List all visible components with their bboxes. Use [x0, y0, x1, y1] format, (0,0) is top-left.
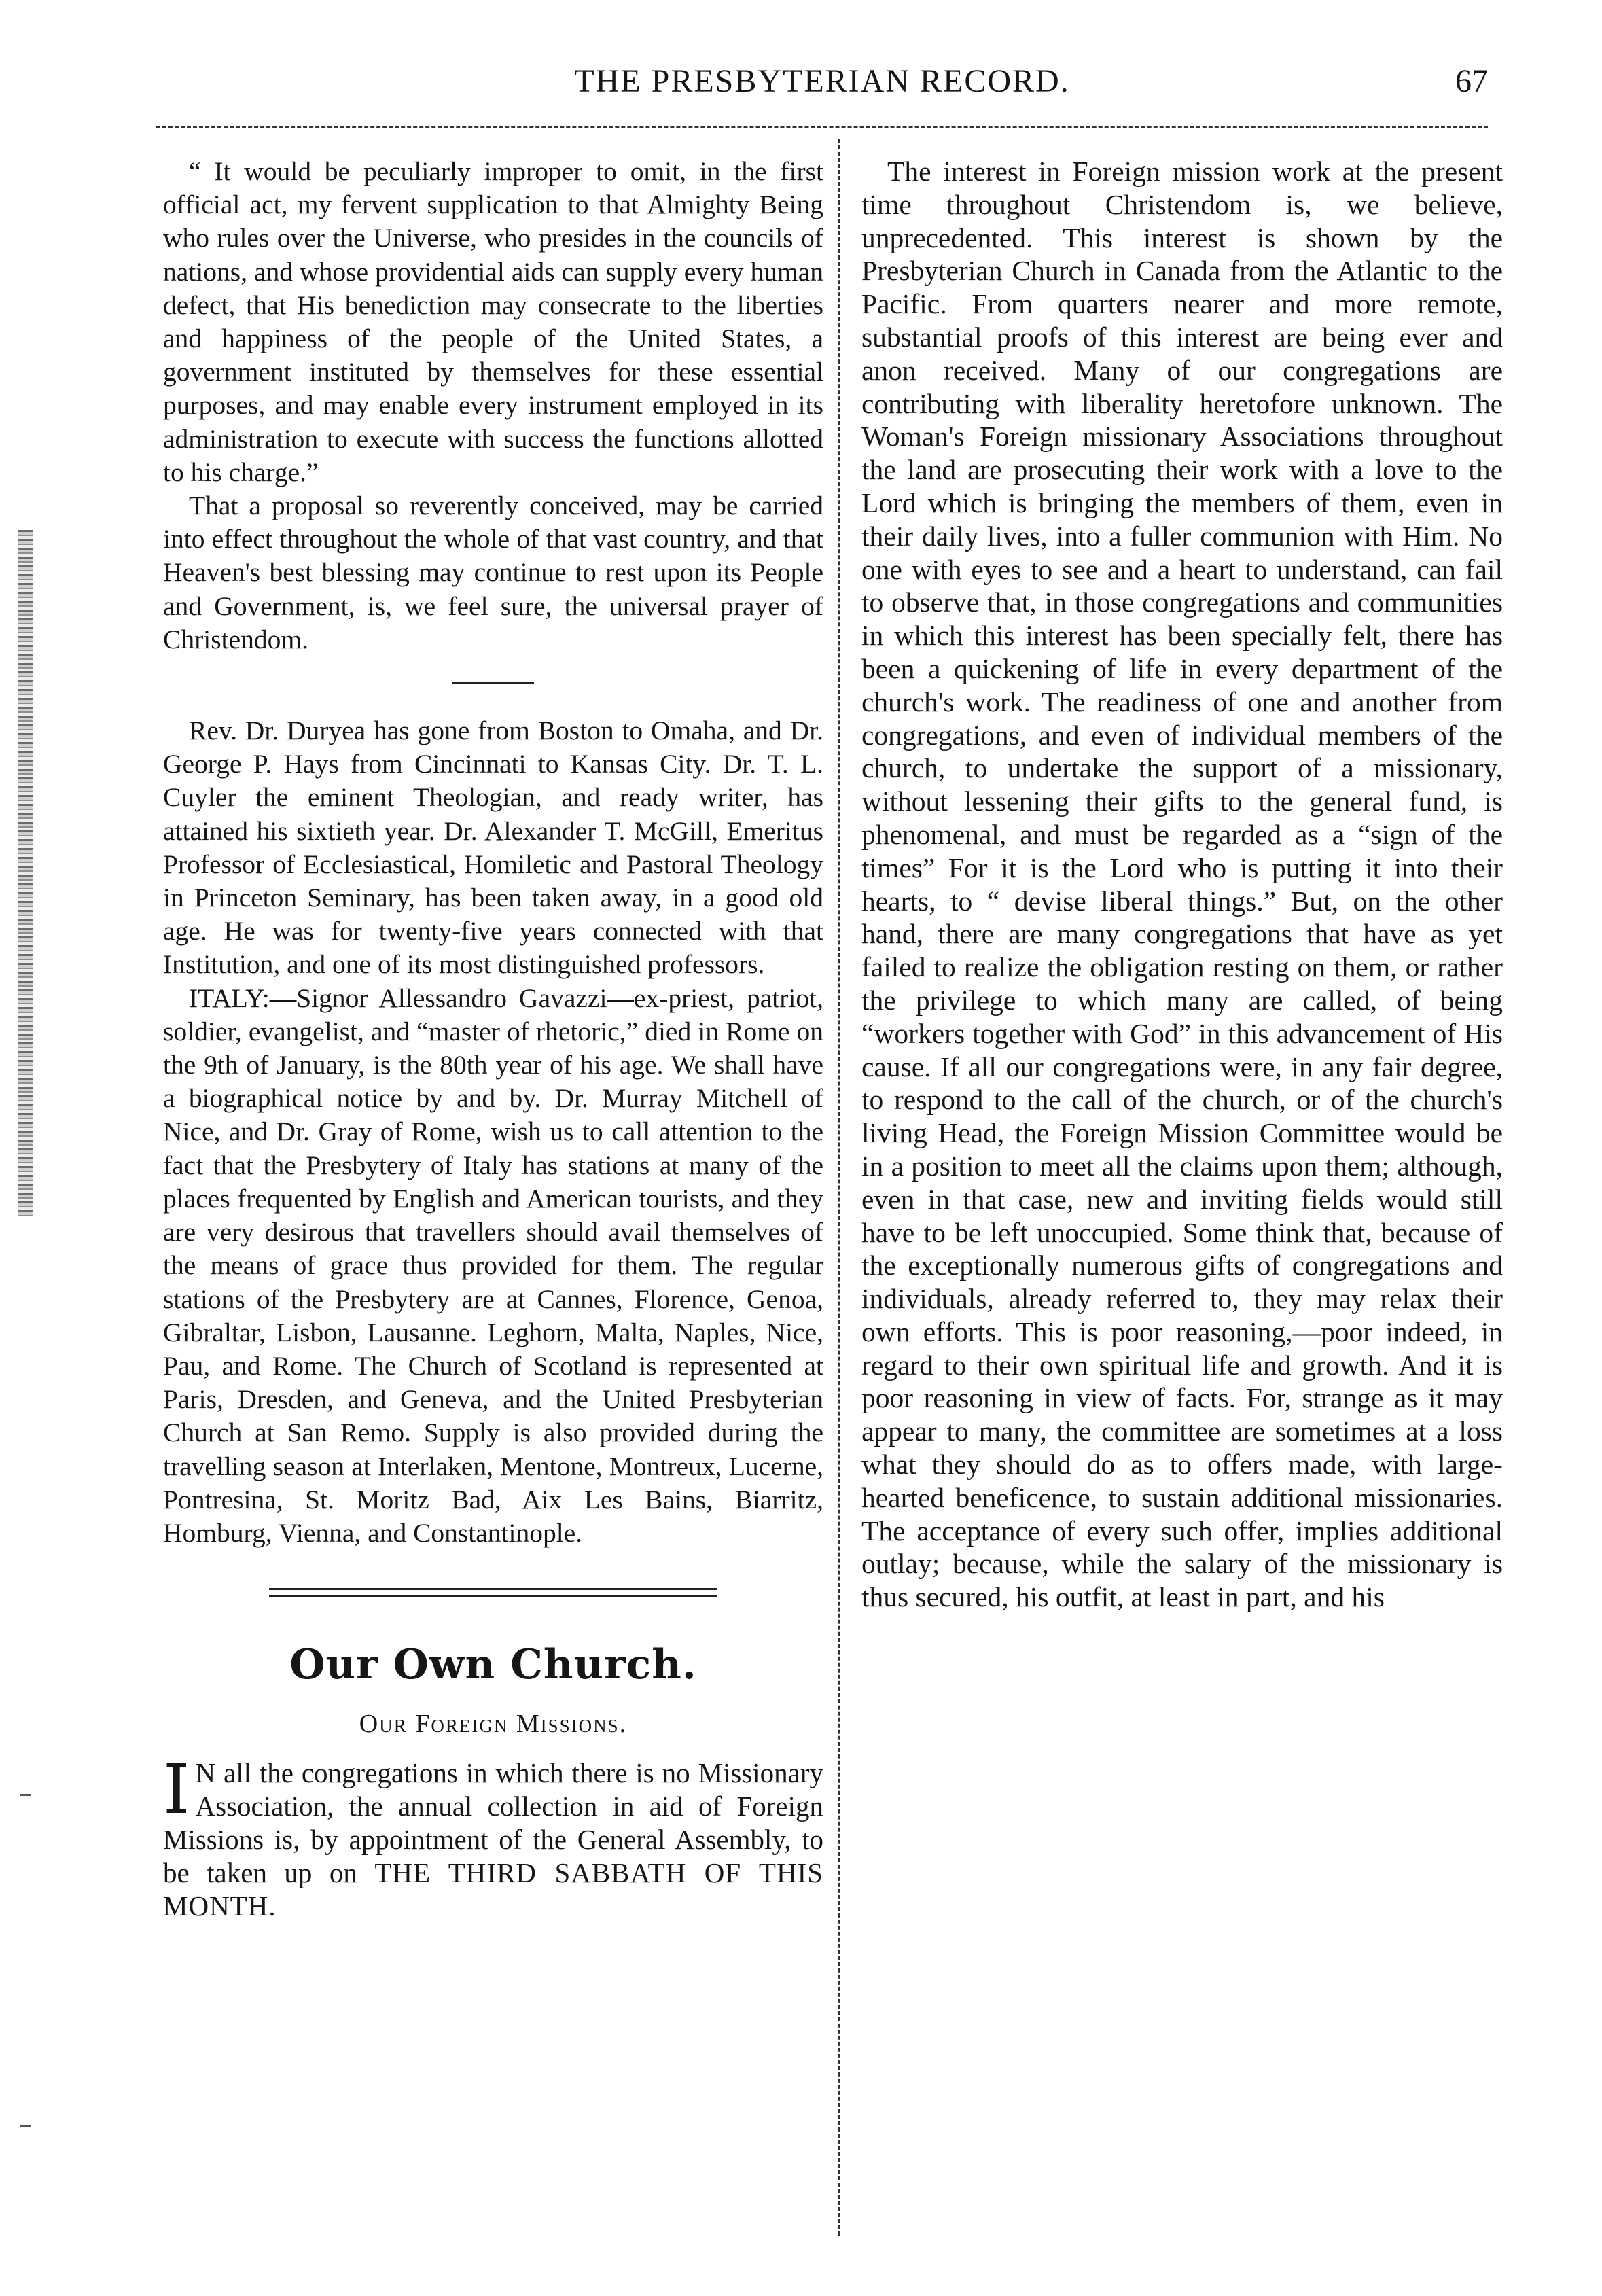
page-number: 67: [1455, 63, 1488, 99]
scan-edge-artifact: [18, 530, 33, 1216]
subheading: Our Foreign Missions.: [359, 1710, 628, 1739]
publication-title: THE PRESBYTERIAN RECORD.: [574, 63, 1070, 99]
section-title: Our Own Church.: [289, 1641, 697, 1689]
section-divider: [452, 682, 534, 684]
scan-mark: [20, 1794, 31, 1796]
prayer-paragraph: That a proposal so reverently conceived, may be carried into effect throughout the whole of that vast country, and that Heaven's best blessing may continue to rest upon its People and Government, is, we feel sure, the universal prayer of Christendom.: [163, 491, 823, 654]
left-column: [163, 155, 823, 1923]
clergy-news-paragraph: Rev. Dr. Duryea has gone from Boston to Omaha, and Dr. George P. Hays from Cincinnati to Kansas City. Dr. T. L. Cuyler the eminent Theologian, and ready writer, has attained his sixtieth year. Dr. Alexander T. McGill, Emeritus Professor of Ecclesiastical, Homiletic and Pastoral Theology in Princeton Seminary, has been taken away, in a good old age. He was for twenty-five years connected with that Institution, and one of its most distinguished professors.: [163, 716, 823, 980]
scan-mark: [20, 2125, 31, 2127]
double-rule: [269, 1588, 717, 1597]
foreign-missions-notice: [163, 1750, 824, 1923]
page-header: [156, 63, 1488, 110]
notice-emphasis: THE THIRD SABBATH OF THIS MONTH.: [163, 1857, 824, 1922]
header-rule: [156, 126, 1488, 128]
right-column: [861, 155, 1503, 1614]
italy-paragraph: ITALY:—Signor Allessandro Gavazzi—ex-priest, patriot, soldier, evangelist, and “master of rhetoric,” died in Rome on the 9th of January, is the 80th year of his age. We shall have a biographical notice by and by. Dr. Murray Mitchell of Nice, and Dr. Gray of Rome, wish us to call attention to the fact that the Presbytery of Italy has stations at many of the places frequented by English and American tourists, and they are very desirous that travellers should avail themselves of the means of grace thus provided for them. The regular stations of the Presbytery are at Cannes, Florence, Genoa, Gibraltar, Lisbon, Lausanne. Leghorn, Malta, Naples, Nice, Pau, and Rome. The Church of Scotland is represented at Paris, Dresden, and Geneva, and the United Presbyterian Church at San Remo. Supply is also provided during the travelling season at Interlaken, Mentone, Montreux, Lucerne, Pontresina, St. Moritz Bad, Aix Les Bains, Biarritz, Homburg, Vienna, and Constantinople.: [163, 983, 823, 1548]
drop-cap: I: [163, 1750, 190, 1830]
foreign-mission-article: The interest in Foreign mission work at the present time throughout Christendom is, we believe, unprecedented. This interest is shown by the Presbyterian Church in Canada from the Atlantic to the Pacific. From quarters nearer and more remote, substantial proofs of this interest are being ever and anon received. Many of our congregations are contributing with liberality heretofore unknown. The Woman's Foreign missionary Associations throughout the land are prosecuting their work with a love to the Lord which is bringing the members of them, even in their daily lives, into a fuller communion with Him. No one with eyes to see and a heart to understand, can fail to observe that, in those congregations and communities in which this interest has been specially felt, there has been a quickening of life in every department of the church's work. The readiness of one and another from congregations, and even of individual members of the church, to undertake the support of a missionary, without lessening their gifts to the general fund, is phenomenal, and must be regarded as a “sign of the times” For it is the Lord who is putting it into their hearts, to “ devise liberal things.” But, on the other hand, there are many congregations that have as yet failed to realize the obligation resting on them, or rather the privilege to which many are called, of being “workers together with God” in this advancement of His cause. If all our congregations were, in any fair degree, to respond to the call of the church, or of the church's living Head, the Foreign Mission Committee would be in a position to meet all the claims upon them; although, even in that case, new and inviting fields would still have to be left unoccupied. Some think that, because of the exceptionally numerous gifts of congregations and individuals, already referred to, they may relax their own efforts. This is poor reasoning,—poor indeed, in regard to their own spiritual life and growth. And it is poor reasoning in view of facts. For, strange as it may appear to many, the committee are sometimes at a loss what they should do as to offers made, with large-hearted beneficence, to sustain additional missionaries. The acceptance of every such offer, implies additional outlay; because, while the salary of the missionary is thus secured, his outfit, at least in part, and his: [861, 156, 1503, 1613]
column-divider: [838, 139, 840, 2236]
notice-body: N all the congregations in which there is no Missionary Association, the annual collection in aid of Foreign Missions is, by appointment of the General Assembly, to be taken up on: [163, 1757, 823, 1889]
inaugural-quote: “ It would be peculiarly improper to omit, in the first official act, my fervent supplication to that Almighty Being who rules over the Universe, who presides in the councils of nations, and whose providential aids can supply every human defect, that His benediction may consecrate to the liberties and happiness of the people of the United States, a government instituted by themselves for these essential purposes, and may enable every instrument employed in its administration to execute with success the functions allotted to his charge.”: [163, 156, 823, 487]
